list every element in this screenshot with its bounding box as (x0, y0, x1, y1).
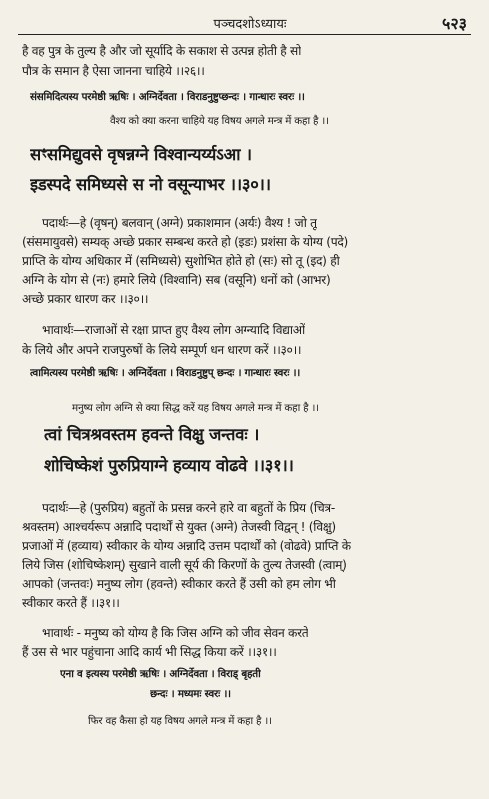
text-line-intro-2: पौत्र के समान है ऐसा जानना चाहिये ।।२६।। (22, 64, 205, 78)
text-line-padartha-31-1: पदार्थः—हे (पुरुप्रिय) बहुतों के प्रसन्न करने हारे वा बहुतों के प्रिय (चित्र- (42, 501, 335, 515)
text-line-mantra-30-b: इडस्पदे समिध्यसे स नो वसून्याभर ।।३०।। (30, 175, 271, 194)
text-line-padartha-30-2: (संसमायुवसे) सम्यक् अच्छे प्रकार सम्बन्ध करते हो (इडः) प्रशंसा के योग्य (पदे) (22, 235, 348, 249)
text-line-prompt-31: मनुष्य लोग अग्नि से क्या सिद्ध करें यह विषय अगले मन्त्र में कहा है ।। (72, 402, 319, 414)
text-line-rishi-30: संसमिदित्यस्य परमेष्ठी ऋषिः । अग्निर्देवता । विराडनुष्टुप्छन्दः । गान्धारः स्वरः ।। (30, 91, 305, 103)
text-line-padartha-31-5: आपको (जन्तवः) मनुष्य लोग (हवन्ते) स्वीकार करते हैं उसी को हम लोग भी (22, 577, 336, 591)
text-line-prompt-32: फिर वह कैसा हो यह विषय अगले मन्त्र में कहा है ।। (88, 715, 272, 727)
text-line-mantra-30-a: सꣳसमिद्युवसे वृषन्नग्ने विश्वान्यर्य्यऽआ । (30, 145, 252, 164)
text-line-padartha-30-3: प्राप्ति के योग्य अधिकार में (समिध्यसे) सुशोभित होते हो (सः) सो तू (इद) ही (22, 254, 340, 268)
text-line-bhavartha-30-1: भावार्थः—राजाओं से रक्षा प्राप्त हुए वैश्य लोग अग्न्यादि विद्याओं (42, 323, 305, 337)
text-line-padartha-30-1: पदार्थः—हे (वृषन्) बलवान् (अग्ने) प्रकाशमान (अर्यः) वैश्य ! जो तू (42, 216, 317, 230)
text-line-padartha-31-4: लिये जिस (शोचिष्केशम्) सुखाने वाली सूर्य की किरणों के तुल्य तेजस्वी (त्वाम्) (22, 558, 347, 572)
text-line-padartha-31-3: प्रजाओं में (हव्याय) स्वीकार के योग्य अन्नादि उत्तम पदार्थों को (वोढवे) प्राप्ति के (22, 539, 351, 553)
header-rule (18, 34, 471, 35)
text-line-prompt-30: वैश्य को क्या करना चाहिये यह विषय अगले मन्त्र में कहा है ।। (110, 115, 329, 127)
text-line-padartha-30-4: अग्नि के योग से (नः) हमारे लिये (विश्वानि) सब (वसूनि) धनों को (आभर) (22, 273, 331, 287)
text-line-rishi-32-1: एना व इत्यस्य परमेष्ठी ऋषिः । अग्निर्देवता । विराड् बृहती (60, 668, 261, 680)
text-line-padartha-31-6: स्वीकार करते हैं ।।३१।। (22, 596, 120, 610)
text-line-bhavartha-30-2: के लिये और अपने राजपुरुषों के लिये सम्पूर्ण धन धारण करें ।।३०।। (22, 343, 302, 357)
page-number: ५२३ (442, 14, 467, 33)
text-line-mantra-31-b: शोचिष्केशं पुरुप्रियाग्ने हव्याय वोढवे ।।३१।। (44, 456, 294, 475)
text-line-mantra-31-a: त्वां चित्रश्रवस्तम हवन्ते विक्षु जन्तवः । (44, 425, 260, 444)
text-line-bhavartha-31-1: भावार्थः - मनुष्य को योग्य है कि जिस अग्नि को जीव सेवन करते (42, 626, 309, 640)
chapter-header: पञ्चदशोऽध्यायः (213, 17, 287, 32)
text-line-padartha-31-2: श्रवस्तम) आश्चर्यरूप अन्नादि पदार्थों से युक्त (अग्ने) तेजस्वी विद्वन् ! (विक्षु) (22, 520, 336, 534)
text-line-rishi-32-2: छन्दः । मध्यमः स्वरः ।। (150, 688, 231, 700)
text-line-bhavartha-31-2: हैं उस से भार पहुंचाना आदि कार्य भी सिद्ध किया करें ।।३१।। (22, 645, 277, 659)
text-line-rishi-31: त्वामित्यस्य परमेष्ठी ऋषिः । अग्निर्देवता । विराडनुष्टुप् छन्दः । गान्धारः स्वरः ।। (30, 367, 301, 379)
text-line-padartha-30-5: अच्छे प्रकार धारण कर ।।३०।। (22, 292, 149, 306)
text-line-intro-1: है वह पुत्र के तुल्य है और जो सूर्यादि के सकाश से उत्पन्न होती है सो (22, 44, 302, 58)
